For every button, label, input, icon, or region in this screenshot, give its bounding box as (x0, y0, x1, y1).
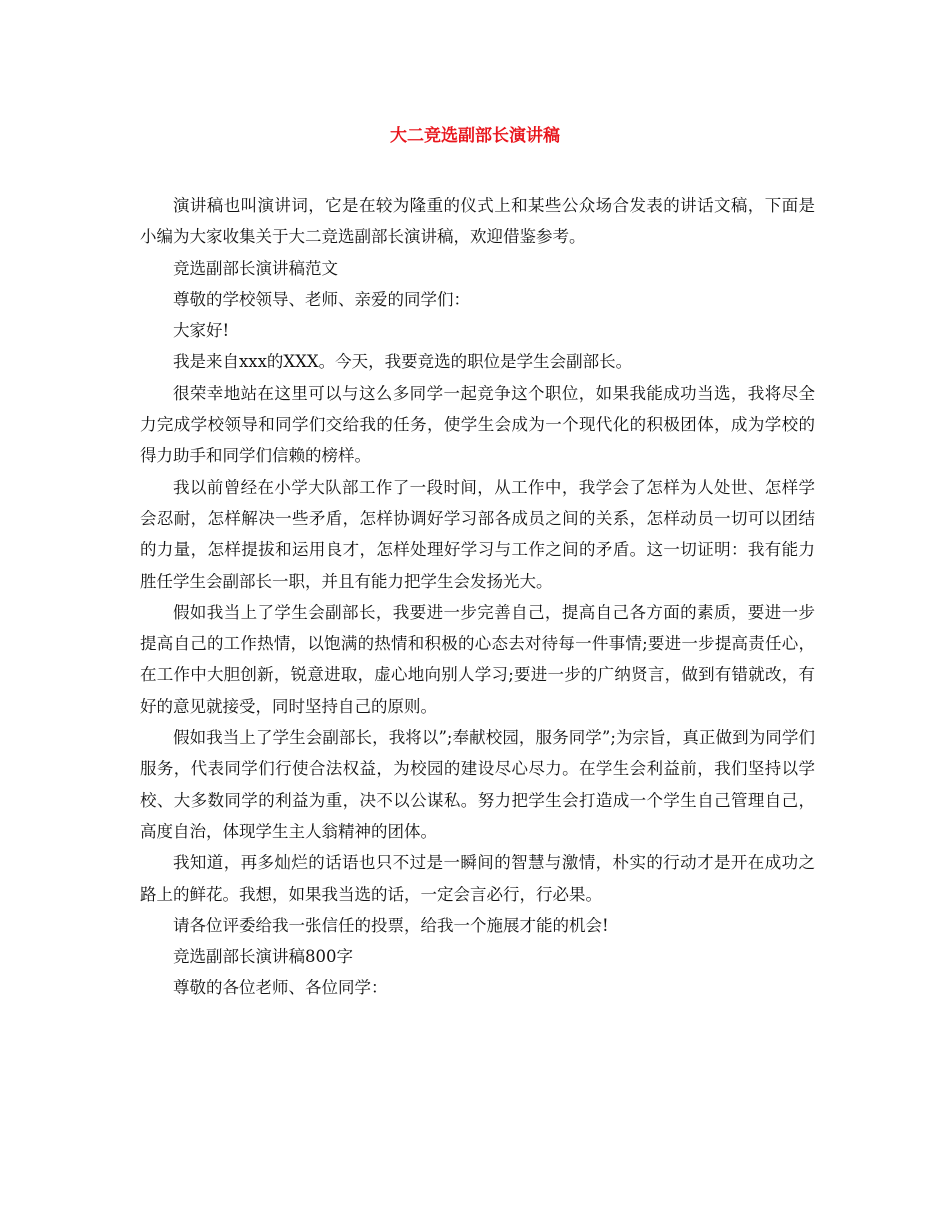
paragraph-self-intro: 我是来自xxx的XXX。今天，我要竞选的职位是学生会副部长。 (173, 352, 633, 372)
paragraph-intro: 演讲稿也叫演讲词，它是在较为隆重的仪式上和某些公众场合发表的讲话文稿，下面是小编为大家收集关于大二竞选副部长演讲稿，欢迎借鉴参考。 (140, 196, 815, 247)
paragraph-honor: 很荣幸地站在这里可以与这么多同学一起竞争这个职位，如果我能成功当选，我将尽全力完成学校领导和同学们交给我的任务，使学生会成为一个现代化的积极团体，成为学校的得力助手和同学们信赖的榜样。 (140, 383, 815, 466)
section-heading-800: 竞选副部长演讲稿800字 (173, 947, 353, 967)
paragraph-experience: 我以前曾经在小学大队部工作了一段时间，从工作中，我学会了怎样为人处世、怎样学会忍耐，怎样解决一些矛盾，怎样协调好学习部各成员之间的关系，怎样动员一切可以团结的力量，怎样提拔和运用良才，怎样处理好学习与工作之间的矛盾。这一切证明：我有能力胜任学生会副部长一职，并且有能力把学生会发扬光大。 (140, 477, 815, 591)
document-body (140, 190, 815, 1004)
paragraph-purpose: 假如我当上了学生会副部长，我将以”;奉献校园，服务同学”;为宗旨，真正做到为同学们服务，代表同学们行使合法权益，为校园的建设尽心尽力。在学生会利益前，我们坚持以学校、大多数同学的利益为重，决不以公谋私。努力把学生会打造成一个学生自己管理自己，高度自治，体现学生主人翁精神的团体。 (140, 728, 815, 841)
paragraph-greeting: 大家好! (173, 321, 230, 341)
paragraph-action: 我知道，再多灿烂的话语也只不过是一瞬间的智慧与激情，朴实的行动才是开在成功之路上的鲜花。我想，如果我当选的话，一定会言必行，行必果。 (140, 853, 815, 904)
section-heading-sample: 竞选副部长演讲稿范文 (173, 258, 338, 278)
document-title: 大二竞选副部长演讲稿 (390, 126, 560, 146)
paragraph-salutation-2: 尊敬的各位老师、各位同学： (173, 978, 388, 998)
paragraph-plan: 假如我当上了学生会副部长，我要进一步完善自己，提高自己各方面的素质，要进一步提高自己的工作热情，以饱满的热情和积极的心态去对待每一件事情;要进一步提高责任心，在工作中大胆创新，锐意进取，虚心地向别人学习;要进一步的广纳贤言，做到有错就改，有好的意见就接受，同时坚持自己的原则。 (140, 602, 815, 716)
paragraph-request: 请各位评委给我一张信任的投票，给我一个施展才能的机会! (173, 915, 609, 935)
paragraph-salutation: 尊敬的学校领导、老师、亲爱的同学们： (173, 289, 470, 309)
